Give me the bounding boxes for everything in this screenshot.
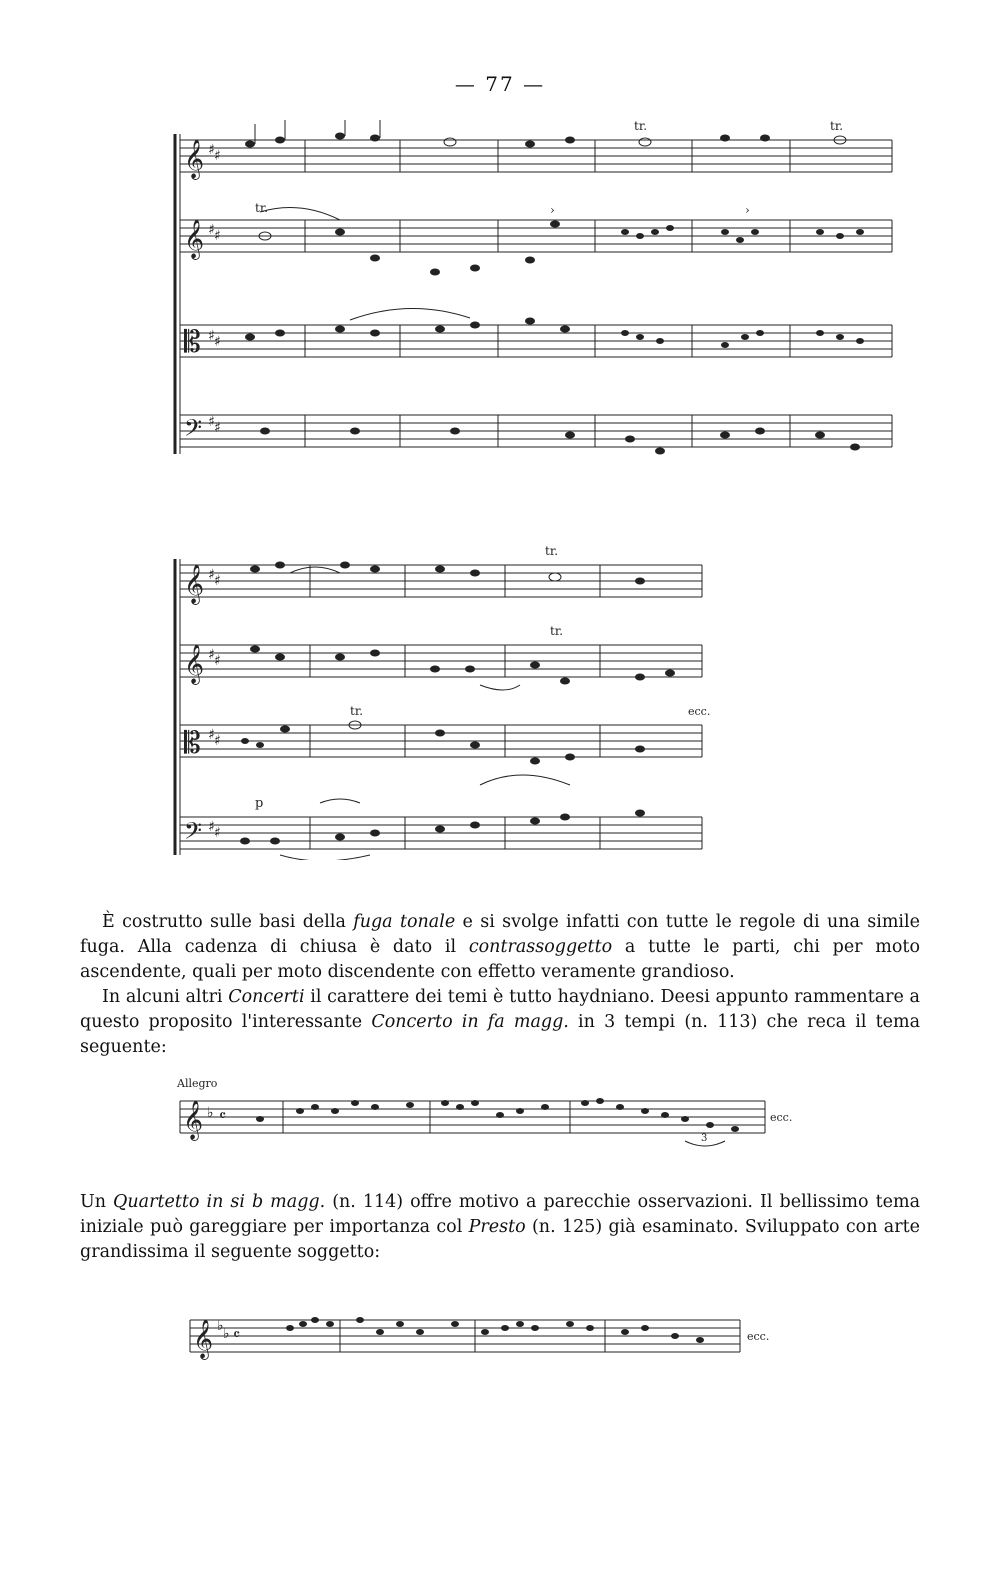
- score-1-svg: [170, 120, 900, 460]
- tuplet-mark: 3: [701, 1133, 708, 1144]
- score-4-svg: [185, 1300, 805, 1370]
- trill-mark: tr.: [550, 624, 564, 638]
- paragraph-quartetto: Un Quartetto in si b magg. (n. 114) offre motivo a parecchie osservazioni. Il bellissimo tema iniziale può gareggiare per importanza col Presto (n. 125) già esaminato. Sviluppato con arte grandissima il seguente soggetto:: [80, 1192, 920, 1262]
- page-number: — 77 —: [454, 72, 546, 96]
- svg-text:𝄞: 𝄞: [184, 564, 205, 604]
- svg-text:›: ›: [550, 203, 555, 217]
- svg-text:♯: ♯: [208, 819, 215, 835]
- score-soggetto: [185, 1300, 805, 1370]
- treble-clef-icon: 𝄞: [184, 219, 205, 259]
- svg-text:♯: ♯: [208, 328, 215, 344]
- svg-text:♯: ♯: [214, 825, 221, 841]
- trill-mark: tr.: [830, 120, 844, 133]
- svg-text:♭: ♭: [217, 1318, 224, 1334]
- svg-text:♯: ♯: [208, 647, 215, 663]
- svg-text:♭: ♭: [207, 1105, 214, 1121]
- svg-text:♯: ♯: [208, 727, 215, 743]
- svg-text:♯: ♯: [214, 228, 221, 244]
- svg-text:𝄞: 𝄞: [183, 1100, 204, 1140]
- svg-text:♯: ♯: [214, 733, 221, 749]
- ecc-label: ecc.: [688, 705, 711, 718]
- svg-text:♯: ♯: [214, 420, 221, 436]
- svg-text:♯: ♯: [208, 567, 215, 583]
- svg-text:𝄡: 𝄡: [184, 726, 201, 761]
- svg-text:𝄢: 𝄢: [184, 817, 203, 850]
- svg-text:♯: ♯: [214, 334, 221, 350]
- trill-mark: tr.: [350, 704, 364, 718]
- svg-text:𝄴: 𝄴: [233, 1325, 241, 1344]
- svg-text:♯: ♯: [214, 148, 221, 164]
- svg-text:♯: ♯: [214, 653, 221, 669]
- svg-text:♯: ♯: [214, 573, 221, 589]
- score-3-svg: [175, 1075, 805, 1160]
- trill-mark: tr.: [255, 201, 269, 215]
- ecc-label: ecc.: [747, 1330, 770, 1343]
- svg-text:♯: ♯: [208, 222, 215, 238]
- svg-text:𝄞: 𝄞: [184, 644, 205, 684]
- alto-clef-icon: 𝄡: [184, 325, 201, 360]
- svg-text:♯: ♯: [208, 142, 215, 158]
- treble-clef-icon: 𝄞: [184, 139, 205, 179]
- score-system-2: [170, 545, 730, 860]
- svg-text:›: ›: [745, 203, 750, 217]
- score-system-1: [170, 120, 900, 460]
- paragraph-concerti: In alcuni altri Concerti il carattere dei temi è tutto haydniano. Deesi appunto rammentare a questo proposito l'interessante Concerto in fa magg. in 3 tempi (n. 113) che reca il tema seguente:: [80, 987, 921, 1057]
- svg-text:♭: ♭: [223, 1326, 230, 1342]
- trill-mark: tr.: [634, 120, 648, 133]
- ecc-label: ecc.: [770, 1111, 793, 1124]
- dynamic-mark: p: [255, 796, 264, 811]
- score-theme-allegro: [175, 1075, 805, 1160]
- tempo-marking: Allegro: [177, 1077, 218, 1090]
- svg-text:𝄞: 𝄞: [193, 1319, 214, 1359]
- svg-text:𝄴: 𝄴: [219, 1106, 227, 1125]
- score-2-svg: [170, 545, 730, 860]
- bass-clef-icon: 𝄢: [184, 414, 203, 447]
- staff-lines: [180, 140, 892, 172]
- svg-text:♯: ♯: [208, 414, 215, 430]
- trill-mark: tr.: [545, 545, 559, 558]
- paragraph-fuga: È costrutto sulle basi della fuga tonale e si svolge infatti con tutte le regole di una simile fuga. Alla cadenza di chiusa è dato il contrassoggetto a tutte le parti, chi per moto ascendente, quali per moto discendente con effetto veramente grandioso.: [80, 912, 920, 982]
